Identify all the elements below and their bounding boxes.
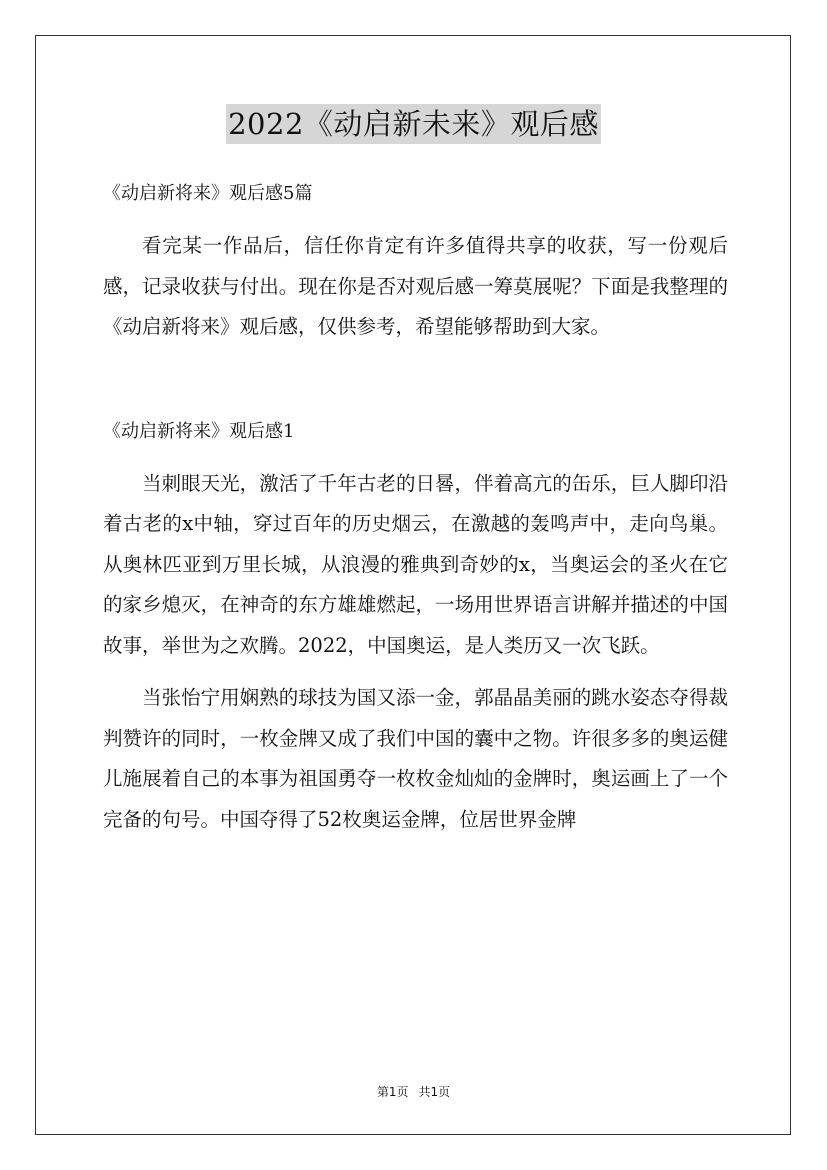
- page-footer: [0, 1084, 827, 1100]
- page-number-label: 第1页: [376, 1085, 409, 1099]
- document-body: [103, 168, 728, 840]
- document-title: 2022《动启新未来》观后感: [226, 104, 601, 144]
- intro-paragraph: 看完某一作品后，信任你肯定有许多值得共享的收获，写一份观后感，记录收获与付出。现在你是否对观后感一筹莫展呢？下面是我整理的《动启新将来》观后感，仅供参考，希望能够帮助到大家。: [103, 234, 728, 338]
- section-heading: 《动启新将来》观后感1: [103, 420, 295, 442]
- body-paragraph-1: 当刺眼天光，激活了千年古老的日晷，伴着高亢的缶乐，巨人脚印沿着古老的x中轴，穿过百年的历史烟云，在激越的轰鸣声中，走向鸟巢。从奥林匹亚到万里长城，从浪漫的雅典到奇妙的x，当奥运会的圣火在它的家乡熄灭，在神奇的东方雄雄燃起，一场用世界语言讲解并描述的中国故事，举世为之欢腾。2022，中国奥运，是人类历又一次飞跃。: [103, 471, 728, 657]
- document-subtitle: 《动启新将来》观后感5篇: [103, 183, 313, 204]
- title-wrap: [0, 104, 827, 144]
- page-total-label: 共1页: [418, 1085, 451, 1099]
- body-paragraph-2: 当张怡宁用娴熟的球技为国又添一金，郭晶晶美丽的跳水姿态夺得裁判赞许的同时，一枚金牌又成了我们中国的囊中之物。许很多多的奥运健儿施展着自己的本事为祖国勇夺一枚枚金灿灿的金牌时，奥运画上了一个完备的句号。中国夺得了52枚奥运金牌，位居世界金牌: [103, 686, 728, 831]
